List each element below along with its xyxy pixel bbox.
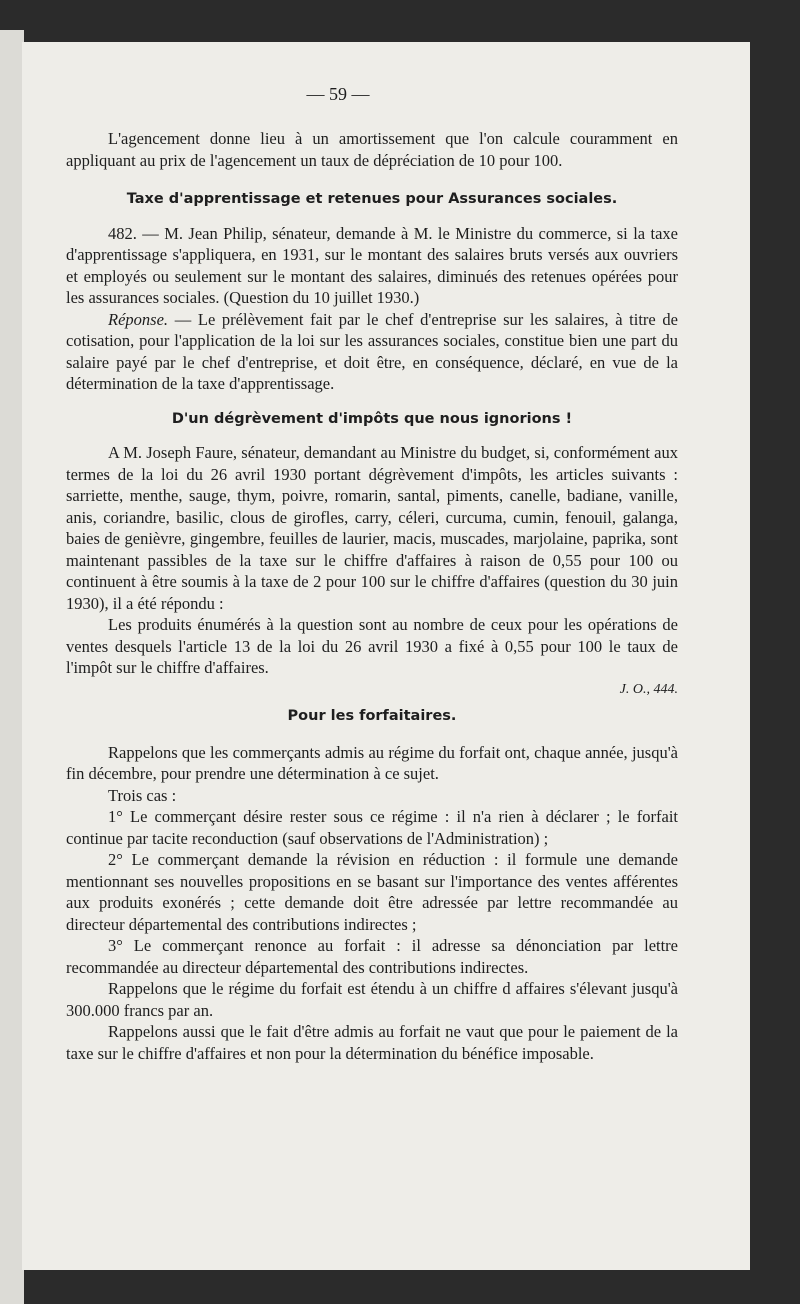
paragraph-agencement: L'agencement donne lieu à un amortissement que l'on calcule couramment en appliquant au prix de l'agencement un taux de dépréciation de 10 pour 100. (66, 129, 678, 170)
page-body (66, 128, 678, 1064)
heading-forfaitaires: Pour les forfaitaires. (287, 708, 457, 724)
cas-1: 1° Le commerçant désire rester sous ce régime : il n'a rien à déclarer ; le forfait continue par tacite reconduction (sauf observations de l'Administration) ; (66, 807, 678, 848)
trois-cas: Trois cas : (108, 785, 177, 805)
rappel-benefice: Rappelons aussi que le fait d'être admis au forfait ne vaut que pour le paiement de la taxe sur le chiffre d'affaires et non pour la détermination du bénéfice imposable. (66, 1022, 678, 1063)
heading-taxe-apprentissage: Taxe d'apprentissage et retenues pour Assurances sociales. (126, 191, 618, 207)
jo-reference: J. O., 444. (619, 681, 678, 697)
cas-2: 2° Le commerçant demande la révision en réduction : il formule une demande mentionnant ses nouvelles propositions en se basant sur l'importance des ventes afférentes aux produits exonérés ; cette demande doit être adressée par lettre recommandée au directeur départemental des contributions indirectes ; (66, 850, 678, 934)
question-482: 482. — M. Jean Philip, sénateur, demande à M. le Ministre du commerce, si la taxe d'apprentissage s'appliquera, en 1931, sur le montant des salaires bruts versés aux ouvriers et employés ou seulement sur le montant des salaires, diminués des retenues opérées pour les assurances sociales. (Question du 10 juillet 1930.) (66, 223, 678, 307)
rappel-forfait: Rappelons que le régime du forfait est étendu à un chiffre d affaires s'élevant jusqu'à 300.000 francs par an. (66, 979, 678, 1020)
reponse-label: Réponse. (108, 309, 169, 329)
faure-question: A M. Joseph Faure, sénateur, demandant au Ministre du budget, si, conformément aux termes de la loi du 26 avril 1930 portant dégrèvement d'impôts, les articles suivants : sarriette, menthe, sauge, thym, poivre, romarin, santal, piments, canelle, badiane, vanille, anis, coriandre, basilic, clous de girofles, carry, céleri, curcuma, cumin, fenouil, galanga, baies de genièvre, gingembre, feuilles de laurier, macis, muscades, marjolaine, paprika, sont maintenant passibles de la taxe sur le chiffre d'affaires à raison de 0,55 pour 100 ou continuent à être soumis à la taxe de 2 pour 100 sur le chiffre d'affaires (question du 30 juin 1930), il a été répondu : (66, 443, 678, 613)
faure-answer: Les produits énumérés à la question sont au nombre de ceux pour les opérations de ventes desquels l'article 13 de la loi du 26 avril 1930 a fixé à 0,55 pour 100 le taux de l'impôt sur le chiffre d'affaires. (66, 615, 678, 677)
reponse-text: — Le prélèvement fait par le chef d'entreprise sur les salaires, à titre de cotisation, pour l'application de la loi sur les assurances sociales, constitue bien une part du salaire payé par le chef d'entreprise, et doit être, en conséquence, déclaré, en vue de la détermination de la taxe d'apprentissage. (66, 309, 678, 393)
forfait-intro: Rappelons que les commerçants admis au régime du forfait ont, chaque année, jusqu'à fin décembre, pour prendre une détermination à ce sujet. (66, 742, 678, 783)
cas-3: 3° Le commerçant renonce au forfait : il adresse sa dénonciation par lettre recommandée au directeur départemental des contributions indirectes. (66, 936, 678, 977)
adjacent-page-edge (0, 30, 24, 1304)
heading-degrevement: D'un dégrèvement d'impôts que nous ignorions ! (171, 410, 573, 427)
reponse-paragraph (66, 309, 678, 395)
page-number: — 59 — (306, 84, 370, 104)
document-page (22, 42, 750, 1270)
